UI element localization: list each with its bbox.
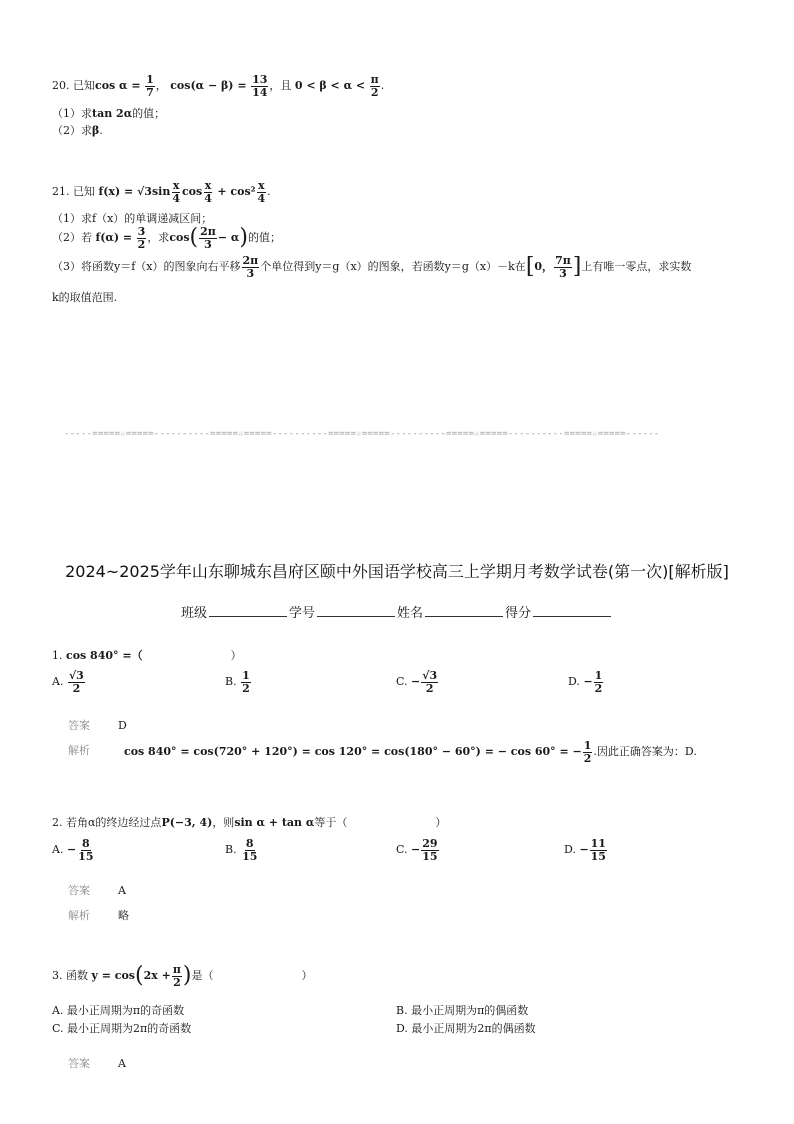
q1-option-a: A. $\frac{√3}{2}$ bbox=[52, 669, 84, 695]
score-field bbox=[533, 604, 611, 617]
q21-part3: （3）将函数y＝f（x）的图象向右平移 $\frac{2\pi}{3}$ 个单位得到y＝g（x）的图象，若函数y＝g（x）－k在[0， $\frac{7\pi}{3}$ ]上有唯一零点，求实数 bbox=[52, 254, 692, 280]
section-separator: -----=====☆=====----------=====☆=====----------=====☆=====----------=====☆=====----------=====☆=====------ bbox=[64, 429, 660, 439]
q3-stem: 3. 函数 y = cos(2x + $\frac{\pi}{2}$ )是（ ） bbox=[52, 963, 313, 989]
q1-analysis: cos 840° = cos(720° + 120°) = cos 120° = cos(180° − 60°) = − cos 60° = − $\frac{1}{2}$ .因此正确答案为：D. bbox=[124, 739, 697, 765]
q3-option-c: C. 最小正周期为2π的奇函数 bbox=[52, 1022, 192, 1035]
q2-analysis: 解析 略 bbox=[68, 909, 129, 922]
q1-option-b: B. $\frac{1}{2}$ bbox=[225, 669, 250, 695]
q3-answer: 答案 A bbox=[68, 1057, 126, 1070]
q21-part2: （2）若 f(α) = $\frac{3}{2}$ ，求cos( $\frac{2\pi}{3}$ − α)的值； bbox=[52, 225, 281, 251]
fraction: $\frac{1}{7}$ bbox=[146, 73, 154, 99]
q2-option-a: A. − $\frac{8}{15}$ bbox=[52, 837, 94, 863]
q2-stem: 2. 若角α的终边经过点P(−3, 4)，则sin α + tan α等于（ ） bbox=[52, 816, 447, 829]
q3-option-b: B. 最小正周期为π的偶函数 bbox=[396, 1004, 529, 1017]
q2-option-c: C. − $\frac{29}{15}$ bbox=[396, 837, 438, 863]
q20-part2: （2）求β. bbox=[52, 124, 103, 137]
class-label: 班级 bbox=[180, 606, 207, 621]
q2-option-b: B. $\frac{8}{15}$ bbox=[225, 837, 258, 863]
q2-option-d: D. − $\frac{11}{15}$ bbox=[564, 837, 606, 863]
q21-part3-line2: k的取值范围. bbox=[52, 291, 118, 304]
q20-part1: （1）求tan 2α的值； bbox=[52, 107, 166, 120]
q1-stem: 1. cos 840° =（ ） bbox=[52, 649, 242, 662]
q21-stem: 21. 已知 f(x) = √3sin $\frac{x}{4}$ cos $\frac{x}{4}$ + cos² $\frac{x}{4}$ . bbox=[52, 179, 271, 205]
score-label: 得分 bbox=[505, 606, 532, 621]
q1-analysis-label: 解析 bbox=[68, 744, 90, 757]
name-field bbox=[425, 604, 503, 617]
class-field bbox=[209, 604, 287, 617]
q1-answer: 答案 D bbox=[68, 719, 127, 732]
q1-option-d: D. − $\frac{1}{2}$ bbox=[568, 669, 603, 695]
document-title: 2024~2025学年山东聊城东昌府区颐中外国语学校高三上学期月考数学试卷(第一次)[解析版] bbox=[65, 562, 729, 581]
q2-answer: 答案 A bbox=[68, 884, 126, 897]
student-info-line bbox=[0, 602, 794, 621]
q21-part1: （1）求f（x）的单调递减区间； bbox=[52, 212, 213, 225]
q1-option-c: C. − $\frac{√3}{2}$ bbox=[396, 669, 438, 695]
q3-option-d: D. 最小正周期为2π的偶函数 bbox=[396, 1022, 536, 1035]
fraction: $\frac{\pi}{2}$ bbox=[370, 73, 379, 99]
name-label: 姓名 bbox=[397, 606, 424, 621]
q20-stem: 20. 已知cos α = $\frac{1}{7}$ ， cos(α − β) = $\frac{13}{14}$ ，且 0 < β < α < $\frac{\pi}{2}$ . bbox=[52, 73, 385, 99]
fraction: $\frac{13}{14}$ bbox=[252, 73, 268, 99]
id-field bbox=[317, 604, 395, 617]
q3-option-a: A. 最小正周期为π的奇函数 bbox=[52, 1004, 185, 1017]
id-label: 学号 bbox=[288, 606, 315, 621]
